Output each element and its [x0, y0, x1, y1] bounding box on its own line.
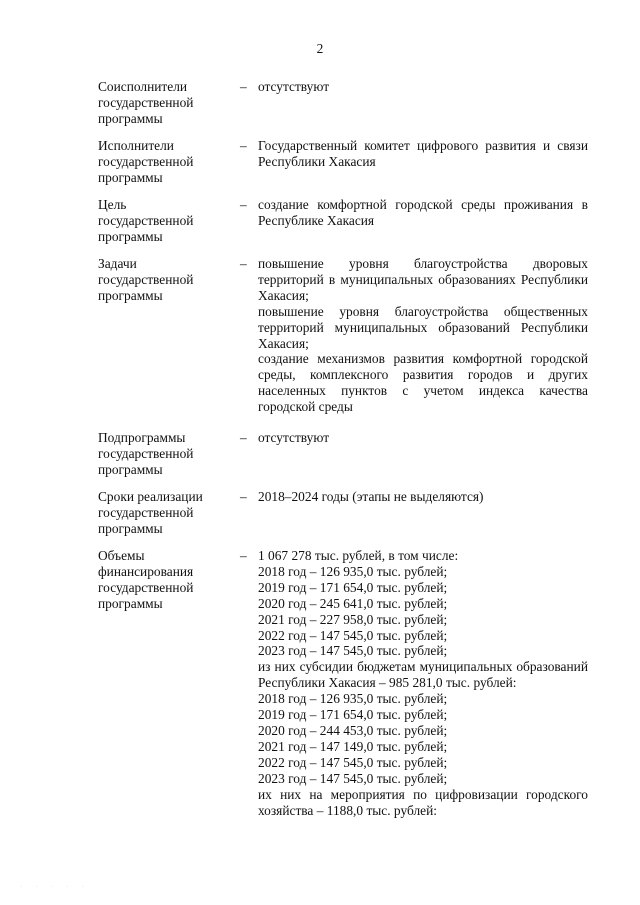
value-line: 2020 год – 245 641,0 тыс. рублей; — [258, 595, 448, 611]
row-dash: – — [240, 548, 247, 563]
value-line: 2019 год – 171 654,0 тыс. рублей; — [258, 579, 448, 595]
value-line: 2022 год – 147 545,0 тыс. рублей; — [258, 754, 448, 770]
value-line: отсутствуют — [258, 79, 330, 94]
row-label: Подпрограммы государственной программы — [98, 430, 194, 477]
row-label: Сроки реализации государственной программы — [98, 489, 203, 536]
row-value — [258, 138, 588, 170]
row-dash: – — [240, 138, 247, 153]
row-dash: – — [240, 197, 247, 212]
row-label: Задачи государственной программы — [98, 256, 194, 303]
value-line: создание комфортной городской среды проживания в Республике Хакасия — [258, 197, 588, 228]
value-line: 2023 год – 147 545,0 тыс. рублей; — [258, 770, 448, 786]
row-value — [258, 79, 588, 95]
row-dash: – — [240, 430, 247, 445]
value-line: повышение уровня благоустройства дворовых территорий в муниципальных образованиях Республики Хакасия; — [258, 256, 588, 303]
value-line: 2021 год – 147 149,0 тыс. рублей; — [258, 738, 448, 754]
row-label: Цель государственной программы — [98, 197, 194, 244]
row-label: Соисполнители государственной программы — [98, 79, 194, 126]
value-line: Государственный комитет цифрового развития и связи Республики Хакасия — [258, 138, 588, 169]
row-dash: – — [240, 489, 247, 504]
row-label: Объемы финансирования государственной программы — [98, 548, 194, 611]
value-line: 1 067 278 тыс. рублей, в том числе: — [258, 548, 459, 563]
row-label: Исполнители государственной программы — [98, 138, 194, 185]
value-line: отсутствуют — [258, 430, 330, 445]
value-line: 2018 год – 126 935,0 тыс. рублей; — [258, 691, 448, 707]
value-line: 2018 год – 126 935,0 тыс. рублей; — [258, 563, 448, 579]
value-line: 2022 год – 147 545,0 тыс. рублей; — [258, 627, 448, 643]
row-value — [258, 197, 588, 229]
value-line: повышение уровня благоустройства общественных территорий муниципальных образований Республики Хакасия; — [258, 303, 588, 351]
row-dash: – — [240, 79, 247, 94]
value-line: создание механизмов развития комфортной городской среды, комплексного развития городов и других населенных пунктов с учетом индекса качества городской среды — [258, 351, 588, 415]
row-dash: – — [240, 256, 247, 271]
row-value — [258, 430, 588, 446]
row-value — [258, 489, 588, 505]
value-line: 2018–2024 годы (этапы не выделяются) — [258, 489, 484, 504]
value-line: 2020 год – 244 453,0 тыс. рублей; — [258, 722, 448, 738]
value-line: 2019 год – 171 654,0 тыс. рублей; — [258, 707, 448, 723]
value-line: 2021 год – 227 958,0 тыс. рублей; — [258, 611, 448, 627]
scan-artifact: · · · · · — [20, 884, 90, 890]
value-line: 2023 год – 147 545,0 тыс. рублей; — [258, 643, 448, 659]
row-value — [258, 256, 588, 415]
value-line: их них на мероприятия по цифровизации городского хозяйства – 1188,0 тыс. рублей: — [258, 786, 588, 818]
row-value — [258, 548, 588, 818]
page-number: 2 — [316, 41, 324, 56]
value-line: из них субсидии бюджетам муниципальных образований Республики Хакасия – 985 281,0 тыс. рублей: — [258, 659, 588, 691]
